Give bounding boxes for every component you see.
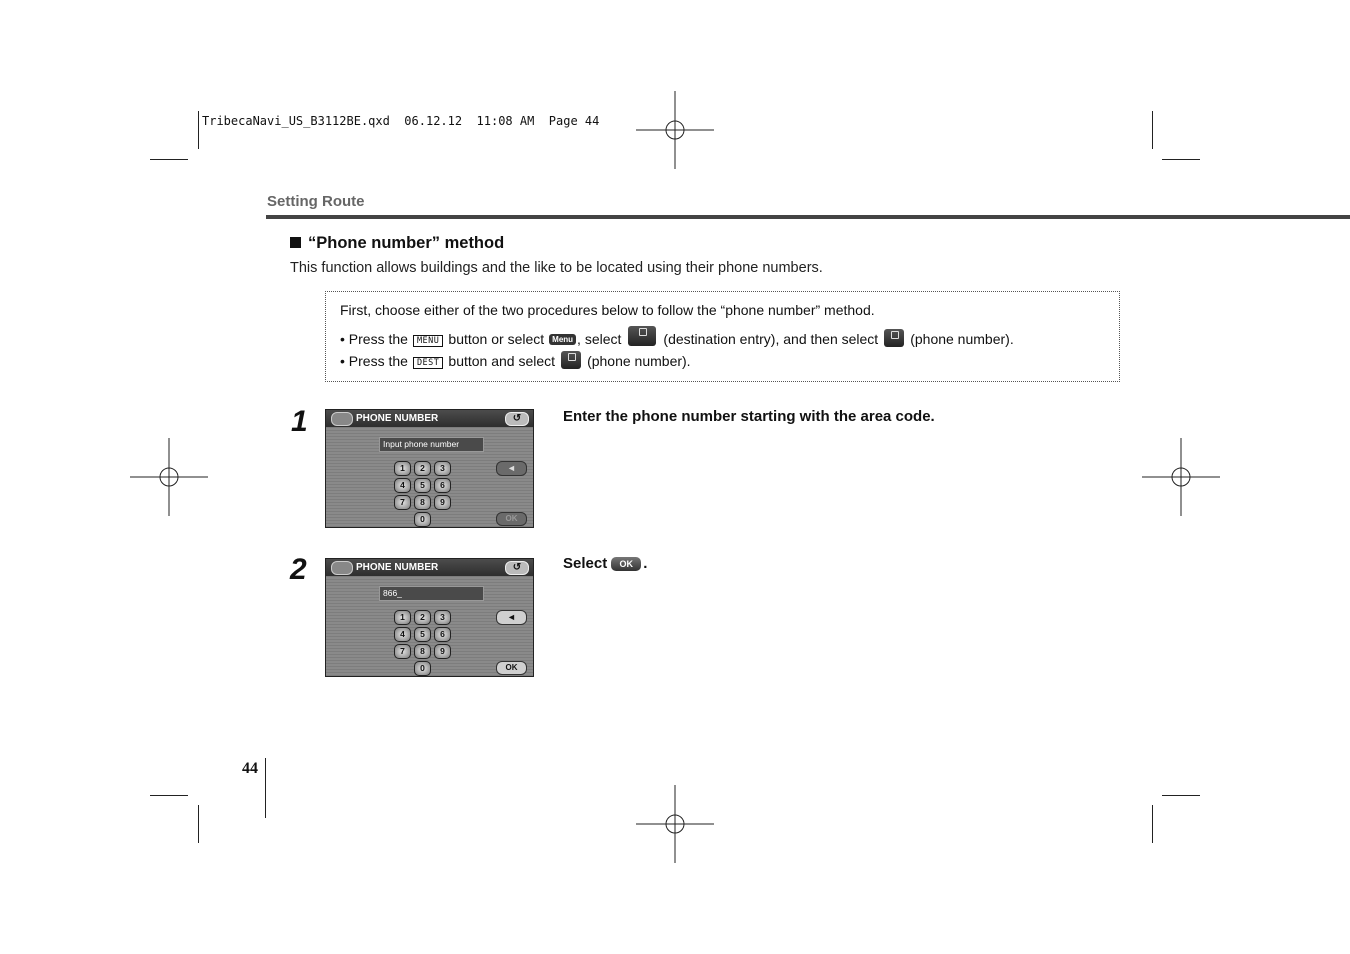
registration-mark-icon (1142, 438, 1220, 516)
key-1: 1 (394, 461, 411, 476)
crop-mark (150, 795, 188, 796)
key-5: 5 (414, 627, 431, 642)
key-3: 3 (434, 610, 451, 625)
key-1: 1 (394, 610, 411, 625)
method-heading (290, 234, 504, 253)
key-7: 7 (394, 495, 411, 510)
registration-mark-icon (636, 91, 714, 169)
key-4: 4 (394, 478, 411, 493)
back-icon: ↺ (505, 561, 529, 575)
registration-mark-icon (130, 438, 208, 516)
phone-input-field: 866_ (379, 586, 484, 601)
delete-icon: ◄ (496, 610, 527, 625)
bullet-text: (phone number). (910, 331, 1014, 347)
screen-title-bar (326, 559, 533, 576)
procedure-bullet-1 (340, 326, 1014, 347)
bullet-text: button or select (448, 331, 545, 347)
key-7: 7 (394, 644, 411, 659)
phone-number-screen (325, 409, 534, 528)
print-slug: TribecaNavi_US_B3112BE.qxd 06.12.12 11:08 AM Page 44 (202, 114, 600, 128)
destination-entry-icon (628, 326, 656, 346)
menu-button-icon: Menu (549, 334, 576, 345)
crop-mark (1152, 805, 1153, 843)
instruction-text: . (643, 555, 648, 572)
screen-title: PHONE NUMBER (356, 413, 439, 424)
crop-mark (150, 159, 188, 160)
key-0: 0 (414, 661, 431, 676)
phone-number-icon (561, 351, 581, 369)
intro-text: This function allows buildings and the like to be located using their phone numbers. (290, 260, 823, 276)
step-number: 2 (290, 553, 307, 586)
step-1-instruction: Enter the phone number starting with the area code. (563, 408, 935, 425)
procedure-bullet-2 (340, 351, 691, 369)
registration-mark-icon (636, 785, 714, 863)
key-2: 2 (414, 610, 431, 625)
section-title: Setting Route (267, 193, 365, 210)
key-6: 6 (434, 627, 451, 642)
ok-button-icon: OK (611, 557, 641, 571)
screen-title-bar (326, 410, 533, 427)
dest-key-icon: DEST (413, 357, 443, 369)
screen-title: PHONE NUMBER (356, 562, 439, 573)
key-6: 6 (434, 478, 451, 493)
phone-number-screen (325, 558, 534, 677)
bullet-text: button and select (448, 353, 556, 369)
header-rule (266, 215, 1350, 219)
delete-icon: ◄ (496, 461, 527, 476)
key-3: 3 (434, 461, 451, 476)
phone-input-field: Input phone number (379, 437, 484, 452)
square-bullet-icon (290, 237, 301, 248)
crop-mark (1162, 795, 1200, 796)
key-5: 5 (414, 478, 431, 493)
bullet-text: • Press the (340, 331, 408, 347)
page-number: 44 (242, 760, 258, 777)
crop-mark (198, 111, 199, 149)
bullet-text: • Press the (340, 353, 408, 369)
back-icon: ↺ (505, 412, 529, 426)
home-icon (331, 412, 353, 426)
menu-key-icon: MENU (413, 335, 443, 347)
procedure-lead: First, choose either of the two procedures below to follow the “phone number” method. (340, 302, 875, 318)
phone-number-icon (884, 329, 904, 347)
method-heading-text: “Phone number” method (308, 234, 505, 252)
key-4: 4 (394, 627, 411, 642)
step-2-instruction (563, 555, 647, 572)
crop-mark (1162, 159, 1200, 160)
key-9: 9 (434, 644, 451, 659)
key-8: 8 (414, 644, 431, 659)
bullet-text: (destination entry), and then select (663, 331, 879, 347)
instruction-text: Select (563, 555, 608, 572)
crop-mark (1152, 111, 1153, 149)
crop-mark (198, 805, 199, 843)
page-number-rule (265, 758, 266, 818)
screen-ok-button: OK (496, 661, 527, 675)
key-8: 8 (414, 495, 431, 510)
key-9: 9 (434, 495, 451, 510)
screen-ok-button: OK (496, 512, 527, 526)
home-icon (331, 561, 353, 575)
bullet-text: (phone number). (587, 353, 691, 369)
key-0: 0 (414, 512, 431, 527)
key-2: 2 (414, 461, 431, 476)
bullet-text: , select (577, 331, 622, 347)
step-number: 1 (291, 405, 308, 438)
